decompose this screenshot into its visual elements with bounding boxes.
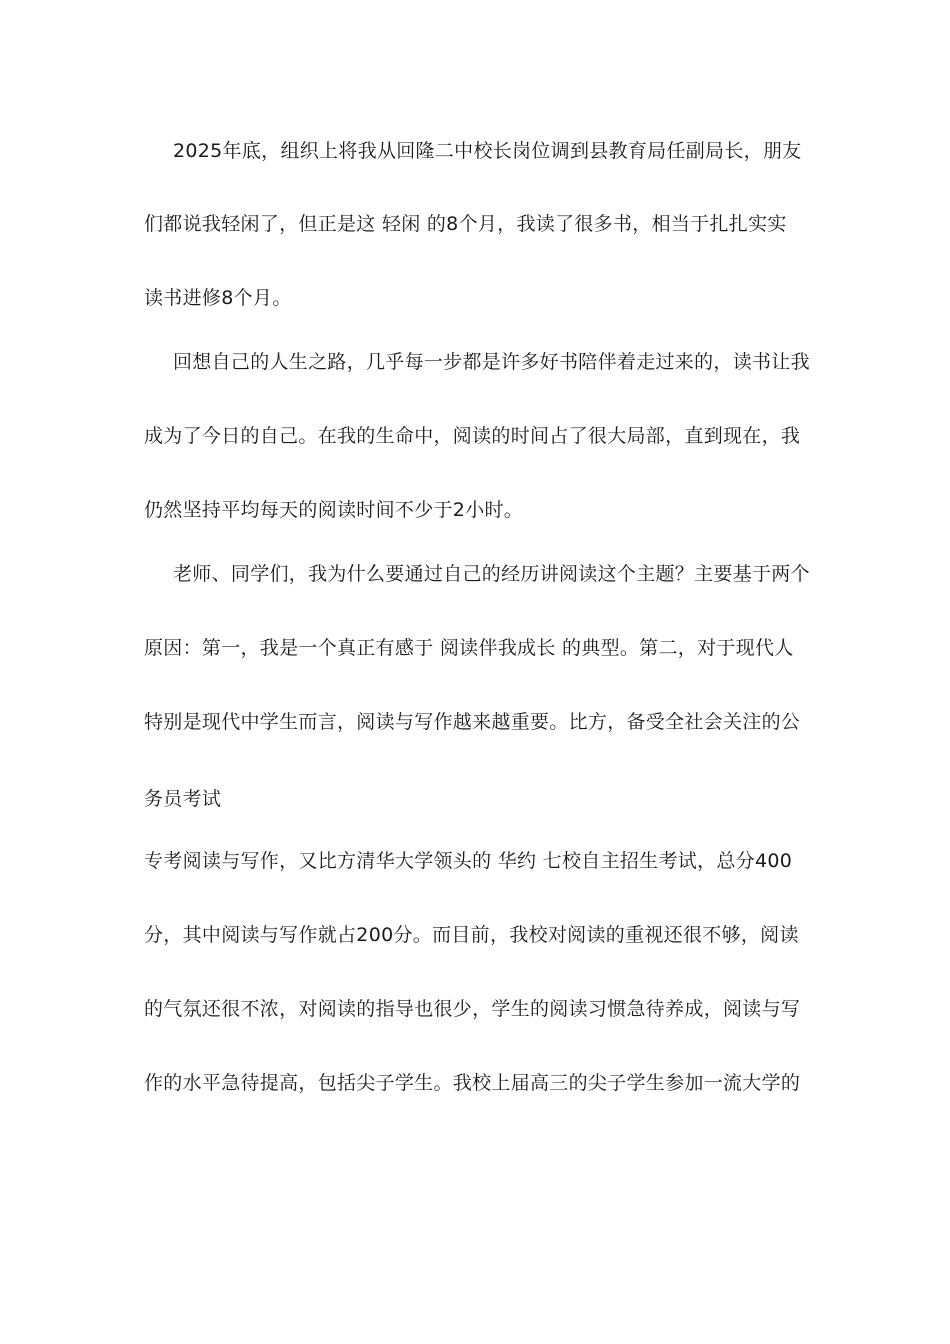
paragraph-2-line-2: 成为了今日的自己。在我的生命中，阅读的时间占了很大局部，直到现在，我 [144, 425, 801, 447]
paragraph-1-line-3: 读书进修8个月。 [144, 287, 292, 309]
paragraph-3-line-5: 专考阅读与写作，又比方清华大学领头的 华约 七校自主招生考试，总分400 [144, 850, 793, 872]
paragraph-3-line-3: 特别是现代中学生而言，阅读与写作越来越重要。比方，备受全社会关注的公 [144, 711, 801, 733]
paragraph-2-line-1: 回想自己的人生之路，几乎每一步都是许多好书陪伴着走过来的，读书让我 [173, 351, 810, 373]
paragraph-1-line-2: 们都说我轻闲了，但正是这 轻闲 的8个月，我读了很多书，相当于扎扎实实 [144, 213, 787, 235]
paragraph-1-line-1: 2025年底，组织上将我从回隆二中校长岗位调到县教育局任副局长，朋友 [173, 140, 802, 162]
paragraph-3-line-1: 老师、同学们，我为什么要通过自己的经历讲阅读这个主题？主要基于两个 [173, 563, 810, 585]
paragraph-3-line-8: 作的水平急待提高，包括尖子学生。我校上届高三的尖子学生参加一流大学的 [144, 1072, 801, 1094]
paragraph-3-line-4: 务员考试 [144, 788, 222, 810]
paragraph-3-line-7: 的气氛还很不浓，对阅读的指导也很少，学生的阅读习惯急待养成，阅读与写 [144, 998, 801, 1020]
paragraph-3-line-2: 原因：第一，我是一个真正有感于 阅读伴我成长 的典型。第二，对于现代人 [144, 637, 794, 659]
paragraph-2-line-3: 仍然坚持平均每天的阅读时间不少于2小时。 [144, 499, 524, 521]
paragraph-3-line-6: 分，其中阅读与写作就占200分。而目前，我校对阅读的重视还很不够，阅读 [144, 924, 799, 946]
